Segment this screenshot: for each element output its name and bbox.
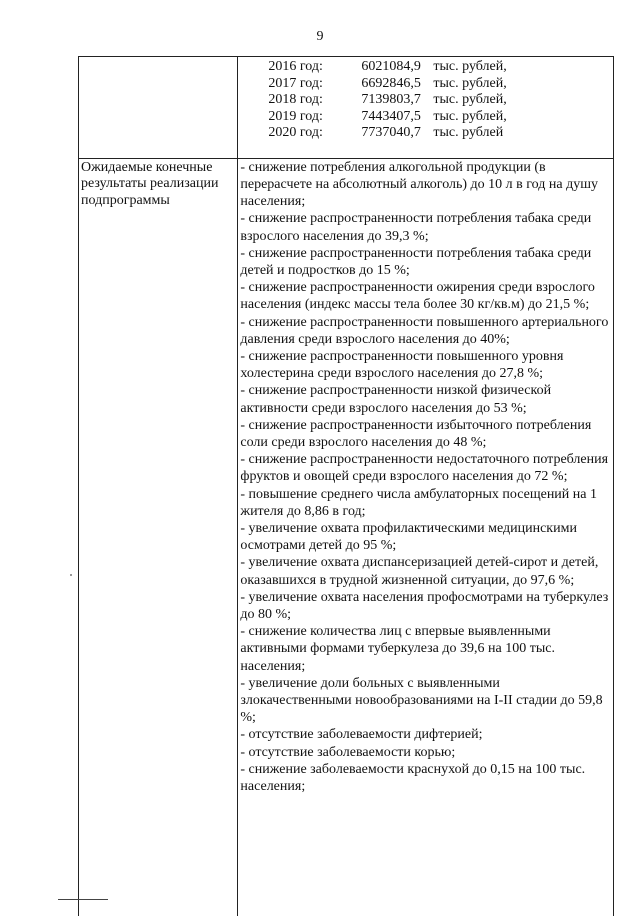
- funding-amount: 7737040,7: [361, 125, 421, 140]
- result-item: - снижение распространенности низкой физической активности среди взрослого населения до 53 %;: [240, 383, 552, 416]
- funding-row: [79, 57, 614, 159]
- funding-amount: 7139803,7: [361, 92, 421, 107]
- funding-amount: 7443407,5: [361, 108, 421, 124]
- result-item: - повышение среднего числа амбулаторных посещений на 1 жителя до 8,86 в год;: [240, 486, 598, 519]
- funding-amount: 6021084,9: [361, 59, 421, 74]
- funding-line: [268, 59, 613, 76]
- funding-unit: тыс. рублей,: [433, 108, 507, 124]
- results-label: Ожидаемые конечные результаты реализации подпрограммы: [79, 158, 238, 916]
- result-item: - снижение распространенности повышенного уровня холестерина среди взрослого населения до 27,8 %;: [240, 348, 564, 382]
- funding-unit: тыс. рублей: [433, 125, 504, 140]
- result-item: - снижение распространенности потребления табака среди взрослого населения до 39,3 %;: [240, 211, 592, 244]
- funding-year: 2020 год:: [268, 125, 323, 140]
- scan-speck: [70, 574, 72, 576]
- funding-line: [268, 92, 613, 109]
- funding-unit: тыс. рублей,: [433, 75, 507, 91]
- result-item: - снижение потребления алкогольной продукции (в перерасчете на абсолютный алкоголь) до 10 л в год на душу населения;: [240, 159, 598, 210]
- funding-year: 2018 год:: [268, 92, 323, 107]
- results-row: [79, 158, 614, 916]
- result-item: - снижение заболеваемости краснухой до 0,15 на 100 тыс. населения;: [240, 761, 586, 795]
- result-item: - отсутствие заболеваемости корью;: [240, 744, 456, 760]
- funding-line: [268, 125, 613, 142]
- result-item: - снижение распространенности потребления табака среди детей и подростков до 15 %;: [240, 245, 592, 278]
- result-item: - увеличение охвата населения профосмотрами на туберкулез до 80 %;: [240, 589, 609, 622]
- result-item: - увеличение охвата диспансеризацией детей-сирот и детей, оказавшихся в трудной жизненной ситуации, до 97,6 %;: [240, 555, 599, 588]
- subprogram-passport-table: [78, 56, 614, 916]
- funding-amount: 6692846,5: [361, 75, 421, 91]
- results-cell: [238, 158, 614, 916]
- funding-year: 2017 год:: [268, 75, 323, 91]
- funding-line: [268, 109, 613, 126]
- result-item: - отсутствие заболеваемости дифтерией;: [240, 727, 483, 743]
- footnote-rule: [58, 899, 108, 900]
- result-item: - снижение распространенности повышенного артериального давления среди взрослого населения до 40%;: [240, 314, 609, 347]
- page-number: 9: [316, 29, 324, 44]
- result-item: - снижение количества лиц с впервые выявленными активными формами туберкулеза до 39,6 на 100 тыс. населения;: [240, 624, 555, 674]
- funding-year: 2019 год:: [268, 108, 323, 124]
- funding-unit: тыс. рублей,: [433, 92, 507, 107]
- funding-cell: [238, 57, 614, 159]
- result-item: - увеличение доли больных с выявленными злокачественными новообразованиями на I-II стадии до 59,8 %;: [240, 675, 603, 726]
- result-item: - увеличение охвата профилактическими медицинскими осмотрами детей до 95 %;: [240, 520, 577, 554]
- funding-label-cell: [79, 57, 238, 159]
- result-item: - снижение распространенности избыточного потребления соли среди взрослого населения до 48 %;: [240, 417, 592, 450]
- result-item: - снижение распространенности недостаточного потребления фруктов и овощей среди взрослого населения до 72 %;: [240, 452, 609, 485]
- funding-line: [268, 76, 613, 93]
- result-item: - снижение распространенности ожирения среди взрослого населения (индекс массы тела более 30 кг/кв.м) до 21,5 %;: [240, 280, 595, 313]
- funding-unit: тыс. рублей,: [433, 59, 507, 74]
- funding-year: 2016 год:: [268, 59, 323, 74]
